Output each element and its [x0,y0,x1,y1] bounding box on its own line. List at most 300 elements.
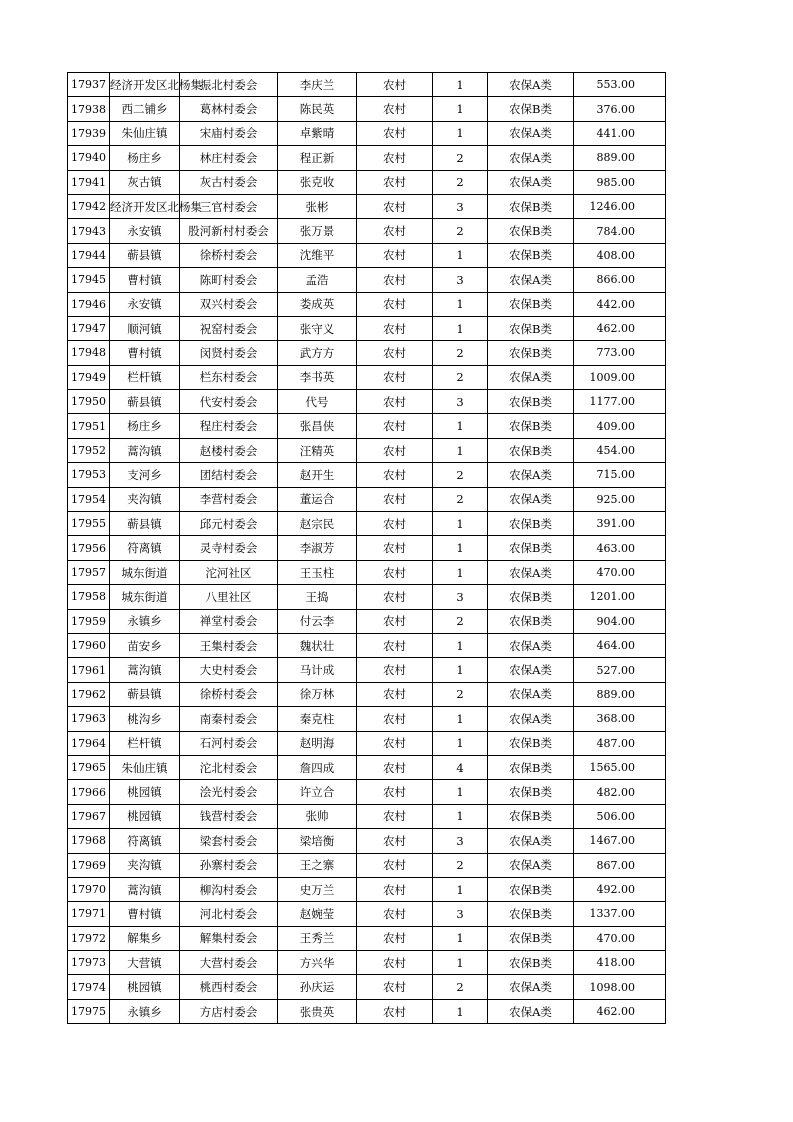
amount-cell: 442.00 [574,292,666,316]
household-type-cell: 农村 [357,682,433,706]
household-type-cell: 农村 [357,414,433,438]
record-id-cell: 17969 [68,853,110,877]
table-row [68,658,666,682]
table-row [68,804,666,828]
table-row [68,682,666,706]
town-cell: 桃园镇 [110,975,180,999]
table-row [68,902,666,926]
household-size-cell: 1 [433,536,488,560]
amount-cell: 391.00 [574,512,666,536]
amount-cell: 482.00 [574,780,666,804]
record-id-cell: 17937 [68,73,110,97]
table-row [68,951,666,975]
town-cell: 永安镇 [110,292,180,316]
record-id-cell: 17955 [68,512,110,536]
household-type-cell: 农村 [357,560,433,584]
table-row [68,755,666,779]
table-row [68,463,666,487]
amount-cell: 904.00 [574,609,666,633]
table-row [68,853,666,877]
record-id-cell: 17945 [68,268,110,292]
table-row [68,170,666,194]
insurance-category-cell: 农保B类 [488,780,574,804]
amount-cell: 470.00 [574,926,666,950]
village-committee-cell: 孙寨村委会 [180,853,278,877]
household-type-cell: 农村 [357,390,433,414]
record-id-cell: 17963 [68,707,110,731]
town-cell: 支河乡 [110,463,180,487]
town-cell: 蕲县镇 [110,512,180,536]
record-id-cell: 17949 [68,365,110,389]
record-id-cell: 17966 [68,780,110,804]
town-cell: 栏杆镇 [110,731,180,755]
household-type-cell: 农村 [357,755,433,779]
record-id-cell: 17942 [68,194,110,218]
table-row [68,243,666,267]
village-committee-cell: 河北村委会 [180,902,278,926]
town-cell: 城东街道 [110,560,180,584]
person-name-cell: 卓紫晴 [278,121,357,145]
person-name-cell: 程正新 [278,146,357,170]
person-name-cell: 史万兰 [278,877,357,901]
record-id-cell: 17961 [68,658,110,682]
insurance-category-cell: 农保B类 [488,243,574,267]
insurance-category-cell: 农保B类 [488,512,574,536]
town-cell: 苗安乡 [110,633,180,657]
record-id-cell: 17956 [68,536,110,560]
record-id-cell: 17940 [68,146,110,170]
village-committee-cell: 解集村委会 [180,926,278,950]
insurance-category-cell: 农保B类 [488,341,574,365]
village-committee-cell: 股河新村村委会 [180,219,278,243]
amount-cell: 441.00 [574,121,666,145]
village-committee-cell: 方店村委会 [180,999,278,1023]
insurance-category-cell: 农保A类 [488,463,574,487]
record-id-cell: 17971 [68,902,110,926]
record-id-cell: 17954 [68,487,110,511]
person-name-cell: 娄成英 [278,292,357,316]
table-row [68,536,666,560]
household-size-cell: 1 [433,414,488,438]
village-committee-cell: 葛林村委会 [180,97,278,121]
person-name-cell: 陈民英 [278,97,357,121]
record-id-cell: 17944 [68,243,110,267]
town-cell: 永镇乡 [110,609,180,633]
village-committee-cell: 八里社区 [180,585,278,609]
town-cell: 桃园镇 [110,780,180,804]
record-id-cell: 17950 [68,390,110,414]
table-row [68,609,666,633]
table-row [68,365,666,389]
table-row [68,585,666,609]
table-row [68,926,666,950]
household-size-cell: 2 [433,609,488,633]
table-row [68,560,666,584]
amount-cell: 889.00 [574,146,666,170]
household-size-cell: 1 [433,926,488,950]
town-cell: 经济开发区北杨集 [110,73,180,97]
insurance-category-cell: 农保B类 [488,609,574,633]
village-committee-cell: 灵寺村委会 [180,536,278,560]
household-type-cell: 农村 [357,219,433,243]
household-type-cell: 农村 [357,268,433,292]
amount-cell: 889.00 [574,682,666,706]
amount-cell: 1565.00 [574,755,666,779]
town-cell: 夹沟镇 [110,853,180,877]
village-committee-cell: 柳沟村委会 [180,877,278,901]
amount-cell: 462.00 [574,999,666,1023]
household-size-cell: 3 [433,829,488,853]
amount-cell: 418.00 [574,951,666,975]
household-size-cell: 1 [433,707,488,731]
amount-cell: 866.00 [574,268,666,292]
household-size-cell: 1 [433,438,488,462]
insurance-category-cell: 农保B类 [488,804,574,828]
town-cell: 符离镇 [110,536,180,560]
village-committee-cell: 王集村委会 [180,633,278,657]
record-id-cell: 17962 [68,682,110,706]
person-name-cell: 代号 [278,390,357,414]
household-type-cell: 农村 [357,121,433,145]
person-name-cell: 孟浩 [278,268,357,292]
insurance-category-cell: 农保A类 [488,682,574,706]
household-size-cell: 1 [433,780,488,804]
insurance-category-cell: 农保B类 [488,219,574,243]
table-row [68,438,666,462]
village-committee-cell: 三官村委会 [180,194,278,218]
household-type-cell: 农村 [357,97,433,121]
person-name-cell: 赵明海 [278,731,357,755]
person-name-cell: 詹四成 [278,755,357,779]
town-cell: 朱仙庄镇 [110,755,180,779]
village-committee-cell: 林庄村委会 [180,146,278,170]
village-committee-cell: 邱元村委会 [180,512,278,536]
person-name-cell: 汪精英 [278,438,357,462]
person-name-cell: 张贵英 [278,999,357,1023]
household-type-cell: 农村 [357,243,433,267]
person-name-cell: 赵开生 [278,463,357,487]
amount-cell: 1337.00 [574,902,666,926]
household-size-cell: 4 [433,755,488,779]
person-name-cell: 董运合 [278,487,357,511]
table-row [68,316,666,340]
insurance-category-cell: 农保A类 [488,633,574,657]
household-size-cell: 2 [433,682,488,706]
household-type-cell: 农村 [357,73,433,97]
insurance-category-cell: 农保B类 [488,585,574,609]
person-name-cell: 秦克柱 [278,707,357,731]
record-id-cell: 17967 [68,804,110,828]
household-size-cell: 2 [433,487,488,511]
amount-cell: 409.00 [574,414,666,438]
table-row [68,877,666,901]
household-type-cell: 农村 [357,487,433,511]
amount-cell: 867.00 [574,853,666,877]
town-cell: 符离镇 [110,829,180,853]
table-row [68,268,666,292]
household-size-cell: 1 [433,97,488,121]
household-size-cell: 2 [433,463,488,487]
person-name-cell: 付云李 [278,609,357,633]
household-size-cell: 2 [433,341,488,365]
village-committee-cell: 宋庙村委会 [180,121,278,145]
amount-cell: 376.00 [574,97,666,121]
household-type-cell: 农村 [357,170,433,194]
person-name-cell: 李淑芳 [278,536,357,560]
amount-cell: 408.00 [574,243,666,267]
person-name-cell: 张帅 [278,804,357,828]
village-committee-cell: 大史村委会 [180,658,278,682]
person-name-cell: 徐万林 [278,682,357,706]
town-cell: 蕲县镇 [110,390,180,414]
record-id-cell: 17947 [68,316,110,340]
table-row [68,121,666,145]
amount-cell: 1098.00 [574,975,666,999]
town-cell: 桃园镇 [110,804,180,828]
amount-cell: 454.00 [574,438,666,462]
insurance-category-cell: 农保B类 [488,877,574,901]
town-cell: 永镇乡 [110,999,180,1023]
household-size-cell: 2 [433,146,488,170]
town-cell: 曹村镇 [110,902,180,926]
insurance-category-cell: 农保A类 [488,560,574,584]
village-committee-cell: 双兴村委会 [180,292,278,316]
village-committee-cell: 闵贤村委会 [180,341,278,365]
village-committee-cell: 沱河社区 [180,560,278,584]
village-committee-cell: 梁套村委会 [180,829,278,853]
household-size-cell: 3 [433,390,488,414]
person-name-cell: 张守义 [278,316,357,340]
person-name-cell: 沈维平 [278,243,357,267]
household-type-cell: 农村 [357,902,433,926]
person-name-cell: 王玉柱 [278,560,357,584]
table-row [68,219,666,243]
household-type-cell: 农村 [357,633,433,657]
person-name-cell: 李庆兰 [278,73,357,97]
household-type-cell: 农村 [357,975,433,999]
record-id-cell: 17960 [68,633,110,657]
household-size-cell: 2 [433,853,488,877]
household-size-cell: 1 [433,73,488,97]
household-size-cell: 3 [433,268,488,292]
household-size-cell: 1 [433,512,488,536]
village-committee-cell: 沱北村委会 [180,755,278,779]
household-size-cell: 1 [433,804,488,828]
town-cell: 西二铺乡 [110,97,180,121]
household-type-cell: 农村 [357,951,433,975]
record-id-cell: 17958 [68,585,110,609]
person-name-cell: 魏状壮 [278,633,357,657]
record-id-cell: 17972 [68,926,110,950]
person-name-cell: 马计成 [278,658,357,682]
insurance-category-cell: 农保A类 [488,999,574,1023]
town-cell: 永安镇 [110,219,180,243]
household-type-cell: 农村 [357,707,433,731]
household-type-cell: 农村 [357,146,433,170]
table-row [68,731,666,755]
village-committee-cell: 赵楼村委会 [180,438,278,462]
record-id-cell: 17951 [68,414,110,438]
record-id-cell: 17948 [68,341,110,365]
insurance-category-cell: 农保A类 [488,365,574,389]
record-id-cell: 17970 [68,877,110,901]
household-size-cell: 1 [433,560,488,584]
table-row [68,975,666,999]
person-name-cell: 李书英 [278,365,357,389]
amount-cell: 492.00 [574,877,666,901]
household-type-cell: 农村 [357,365,433,389]
person-name-cell: 孙庆运 [278,975,357,999]
household-size-cell: 2 [433,365,488,389]
insurance-category-cell: 农保B类 [488,536,574,560]
household-type-cell: 农村 [357,926,433,950]
household-type-cell: 农村 [357,658,433,682]
village-committee-cell: 代安村委会 [180,390,278,414]
insurance-category-cell: 农保B类 [488,731,574,755]
record-id-cell: 17943 [68,219,110,243]
insurance-category-cell: 农保B类 [488,390,574,414]
town-cell: 栏杆镇 [110,365,180,389]
household-type-cell: 农村 [357,438,433,462]
record-id-cell: 17974 [68,975,110,999]
table-row [68,292,666,316]
village-committee-cell: 南秦村委会 [180,707,278,731]
amount-cell: 715.00 [574,463,666,487]
table-row [68,341,666,365]
insurance-category-cell: 农保B类 [488,97,574,121]
household-size-cell: 1 [433,121,488,145]
insurance-category-cell: 农保A类 [488,853,574,877]
table-row [68,146,666,170]
village-committee-cell: 大营村委会 [180,951,278,975]
amount-cell: 553.00 [574,73,666,97]
town-cell: 顺河镇 [110,316,180,340]
insurance-category-cell: 农保A类 [488,487,574,511]
town-cell: 蒿沟镇 [110,658,180,682]
town-cell: 蕲县镇 [110,243,180,267]
town-cell: 大营镇 [110,951,180,975]
person-name-cell: 梁培衡 [278,829,357,853]
amount-cell: 985.00 [574,170,666,194]
household-type-cell: 农村 [357,292,433,316]
town-cell: 夹沟镇 [110,487,180,511]
village-committee-cell: 程庄村委会 [180,414,278,438]
household-type-cell: 农村 [357,609,433,633]
amount-cell: 1177.00 [574,390,666,414]
table-row [68,73,666,97]
insurance-category-cell: 农保A类 [488,975,574,999]
amount-cell: 925.00 [574,487,666,511]
person-name-cell: 方兴华 [278,951,357,975]
household-size-cell: 2 [433,170,488,194]
village-committee-cell: 祝窑村委会 [180,316,278,340]
household-size-cell: 1 [433,658,488,682]
record-id-cell: 17975 [68,999,110,1023]
table-row [68,194,666,218]
record-id-cell: 17957 [68,560,110,584]
household-size-cell: 1 [433,951,488,975]
insurance-category-cell: 农保B类 [488,755,574,779]
household-size-cell: 3 [433,902,488,926]
village-committee-cell: 振北村委会 [180,73,278,97]
town-cell: 蒿沟镇 [110,877,180,901]
village-committee-cell: 栏东村委会 [180,365,278,389]
amount-cell: 1201.00 [574,585,666,609]
town-cell: 城东街道 [110,585,180,609]
person-name-cell: 赵婉莹 [278,902,357,926]
town-cell: 蒿沟镇 [110,438,180,462]
household-type-cell: 农村 [357,853,433,877]
person-name-cell: 张昌侠 [278,414,357,438]
household-size-cell: 1 [433,999,488,1023]
town-cell: 曹村镇 [110,268,180,292]
town-cell: 杨庄乡 [110,414,180,438]
amount-cell: 784.00 [574,219,666,243]
village-committee-cell: 陈町村委会 [180,268,278,292]
table-row [68,390,666,414]
amount-cell: 464.00 [574,633,666,657]
insurance-category-cell: 农保A类 [488,121,574,145]
person-name-cell: 张万景 [278,219,357,243]
village-committee-cell: 石河村委会 [180,731,278,755]
household-type-cell: 农村 [357,731,433,755]
household-type-cell: 农村 [357,999,433,1023]
record-id-cell: 17938 [68,97,110,121]
insurance-category-cell: 农保B类 [488,414,574,438]
household-type-cell: 农村 [357,829,433,853]
household-type-cell: 农村 [357,512,433,536]
amount-cell: 462.00 [574,316,666,340]
insurance-category-cell: 农保A类 [488,146,574,170]
village-committee-cell: 桃西村委会 [180,975,278,999]
insurance-category-cell: 农保B类 [488,292,574,316]
amount-cell: 773.00 [574,341,666,365]
amount-cell: 1467.00 [574,829,666,853]
village-committee-cell: 禅堂村委会 [180,609,278,633]
person-name-cell: 王捣 [278,585,357,609]
amount-cell: 1246.00 [574,194,666,218]
table-row [68,487,666,511]
insurance-category-cell: 农保A类 [488,268,574,292]
household-size-cell: 1 [433,292,488,316]
town-cell: 朱仙庄镇 [110,121,180,145]
record-id-cell: 17959 [68,609,110,633]
record-id-cell: 17939 [68,121,110,145]
town-cell: 解集乡 [110,926,180,950]
household-type-cell: 农村 [357,341,433,365]
table-row [68,707,666,731]
insurance-category-cell: 农保B类 [488,438,574,462]
records-table [67,72,666,1024]
household-type-cell: 农村 [357,585,433,609]
town-cell: 杨庄乡 [110,146,180,170]
insurance-category-cell: 农保A类 [488,707,574,731]
village-committee-cell: 徐桥村委会 [180,682,278,706]
record-id-cell: 17941 [68,170,110,194]
table-row [68,97,666,121]
household-size-cell: 2 [433,219,488,243]
insurance-category-cell: 农保B类 [488,902,574,926]
table-row [68,829,666,853]
village-committee-cell: 徐桥村委会 [180,243,278,267]
household-size-cell: 1 [433,731,488,755]
person-name-cell: 许立合 [278,780,357,804]
insurance-category-cell: 农保B类 [488,951,574,975]
household-type-cell: 农村 [357,536,433,560]
record-id-cell: 17964 [68,731,110,755]
person-name-cell: 武方方 [278,341,357,365]
town-cell: 灰古镇 [110,170,180,194]
